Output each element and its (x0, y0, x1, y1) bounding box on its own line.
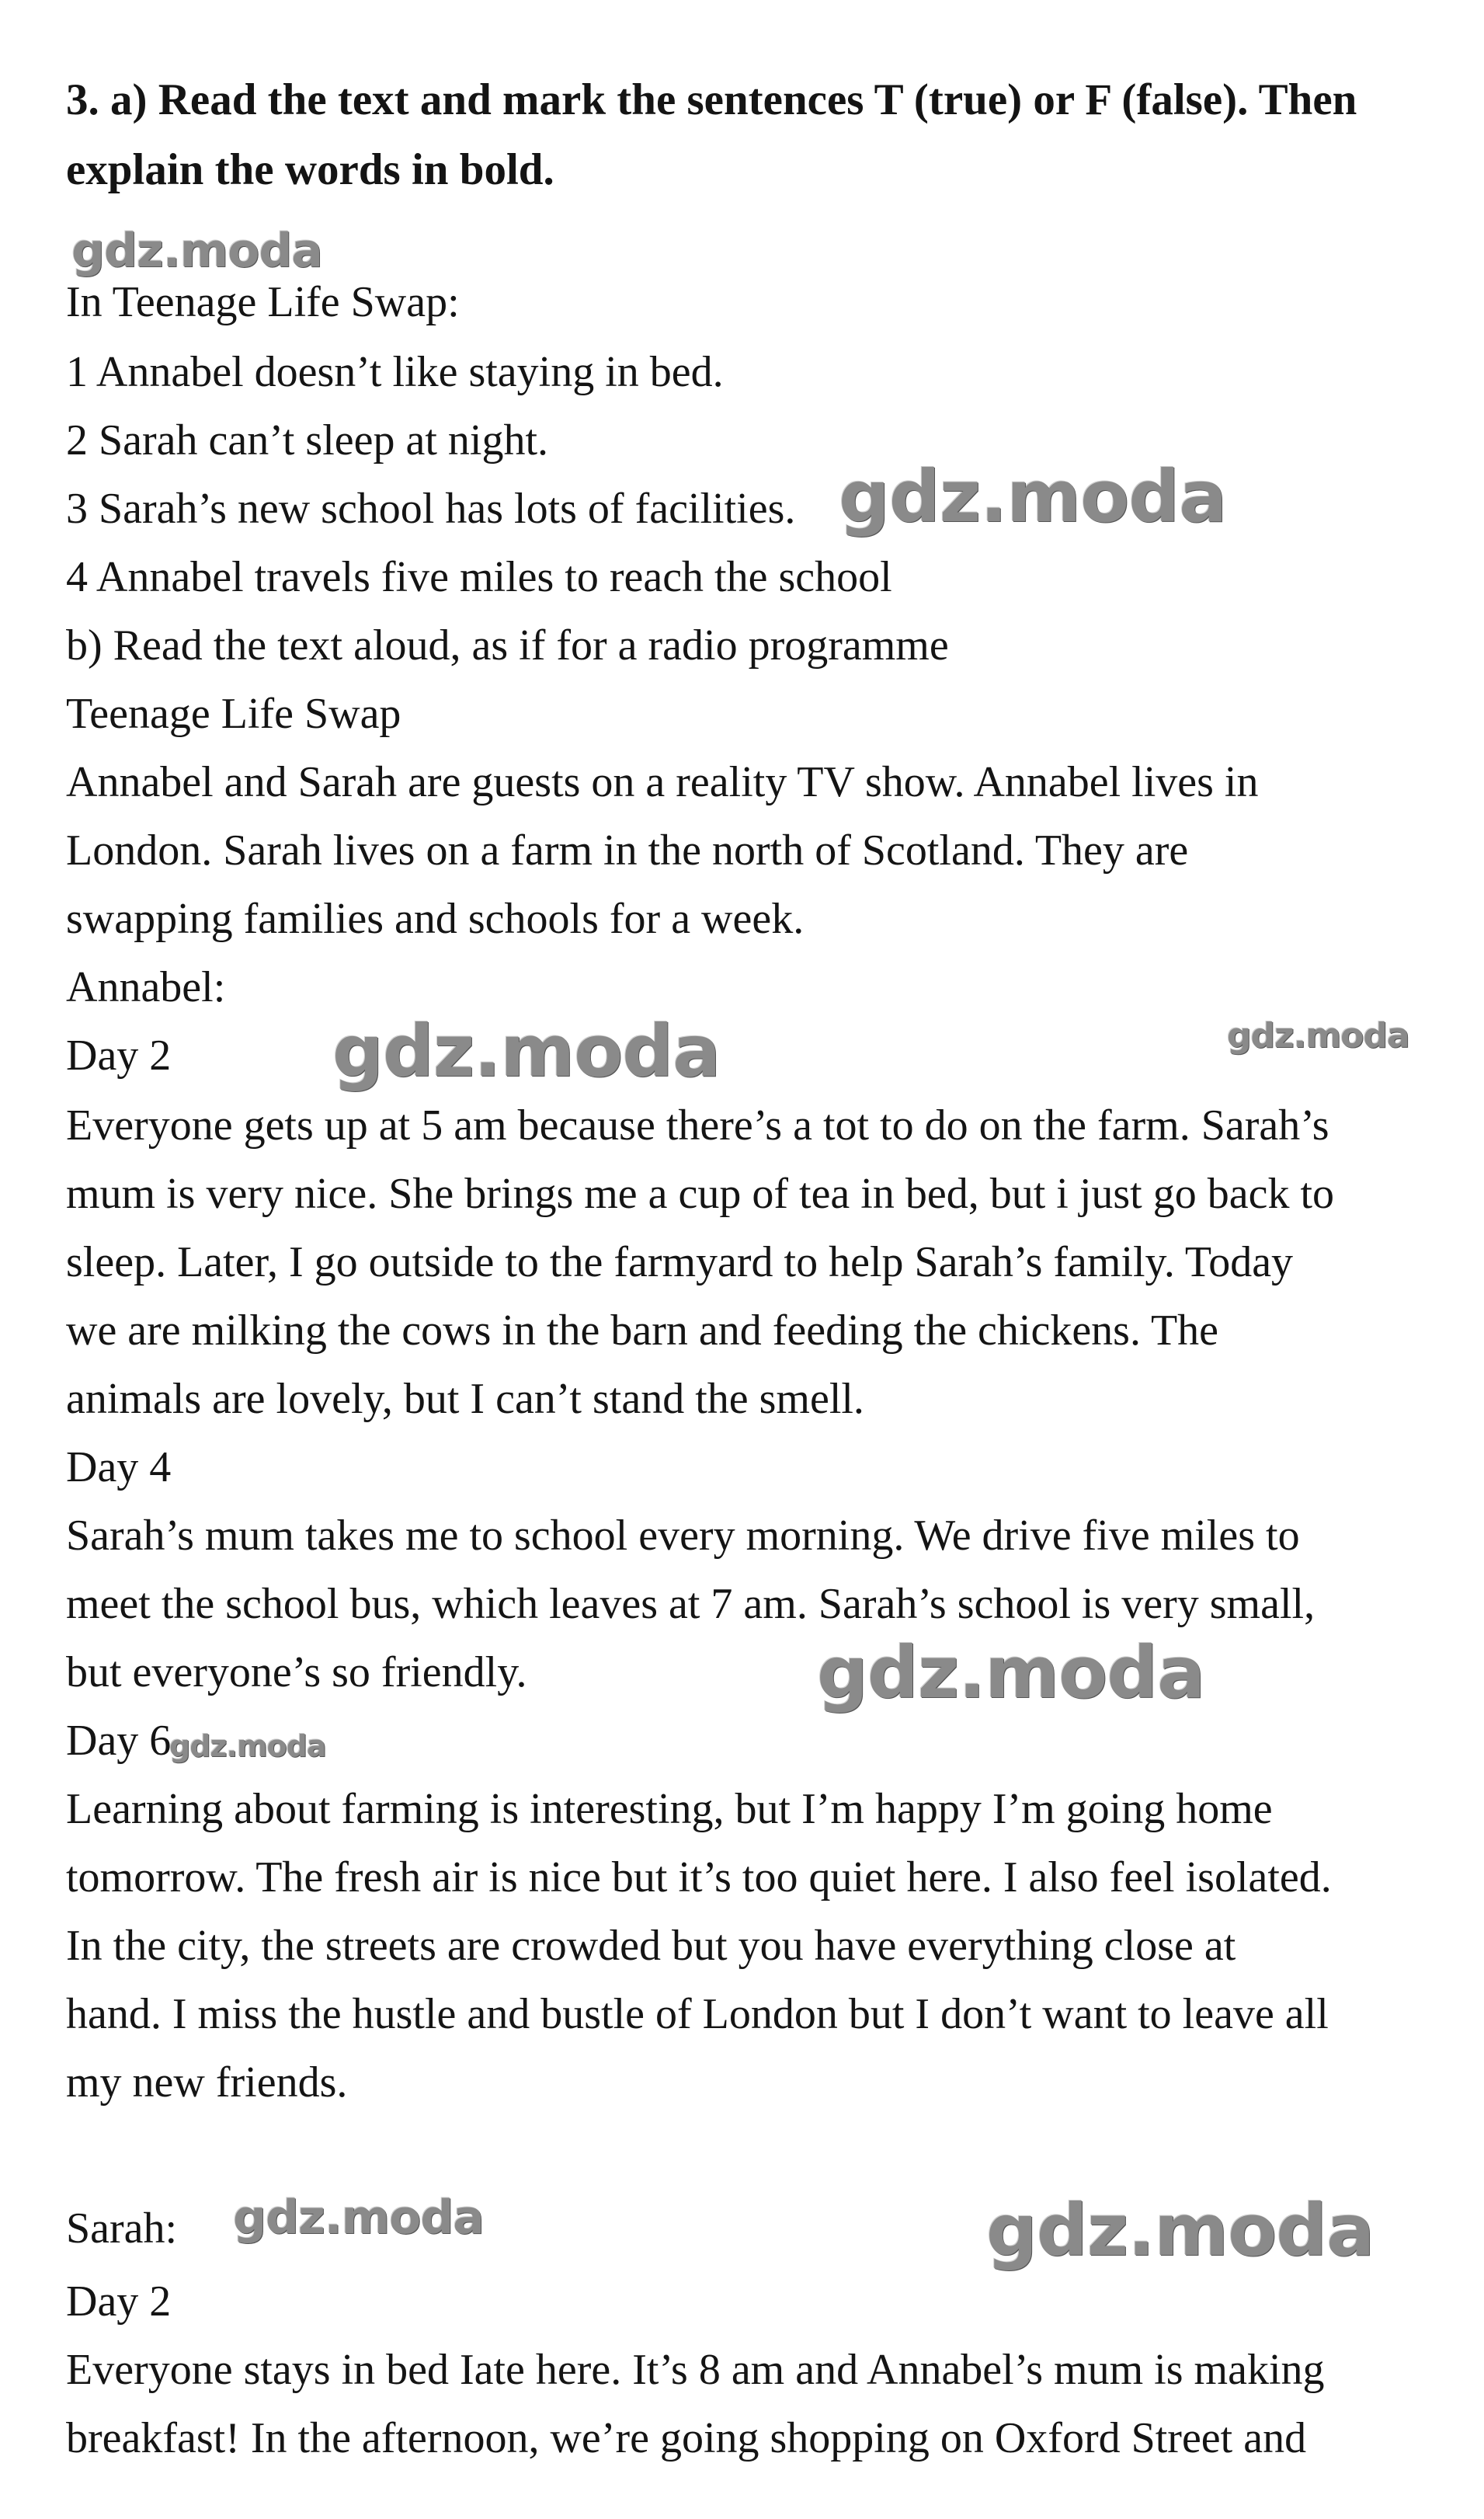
watermark-logo: gdz.moda (71, 224, 322, 278)
annabel-day2-line-3: sleep. Later, I go outside to the farmyard to help Sarah’s family. Today (66, 1238, 1294, 1286)
statement-2: 2 Sarah can’t sleep at night. (66, 416, 549, 464)
paragraph1-line-2: London. Sarah lives on a farm in the north of Scotland. They are (66, 826, 1189, 875)
annabel-day6-line-5: my new friends. (66, 2058, 348, 2107)
paragraph1-line-1: Annabel and Sarah are guests on a reality TV show. Annabel lives in (66, 758, 1259, 806)
annabel-day6-line-2: tomorrow. The fresh air is nice but it’s too quiet here. I also feel isolated. (66, 1853, 1332, 1901)
annabel-day6-line-4: hand. I miss the hustle and bustle of London but I don’t want to leave all (66, 1990, 1329, 2038)
watermark-logo: gdz.moda (986, 2189, 1375, 2272)
annabel-day4-line-3: but everyone’s so friendly. (66, 1648, 527, 1696)
text-title: Teenage Life Swap (66, 690, 401, 738)
watermark-logo: gdz.moda (233, 2190, 484, 2245)
sarah-label: Sarah: (66, 2204, 178, 2253)
annabel-label: Annabel: (66, 963, 226, 1011)
task-heading-line-1: 3. a) Read the text and mark the sentences T (true) or F (false). Then (66, 75, 1357, 124)
annabel-day4-line-2: meet the school bus, which leaves at 7 am. Sarah’s school is very small, (66, 1580, 1315, 1628)
sarah-day2-label: Day 2 (66, 2277, 172, 2326)
intro-line: In Teenage Life Swap: (66, 278, 460, 326)
annabel-day4-label: Day 4 (66, 1443, 172, 1491)
paragraph1-line-3: swapping families and schools for a week. (66, 895, 805, 943)
annabel-day2-line-4: we are milking the cows in the barn and feeding the chickens. The (66, 1306, 1219, 1355)
annabel-day4-line-1: Sarah’s mum takes me to school every morning. We drive five miles to (66, 1512, 1300, 1560)
annabel-day2-line-2: mum is very nice. She brings me a cup of tea in bed, but i just go back to (66, 1170, 1334, 1218)
annabel-day6-label: Day 6 (66, 1717, 172, 1765)
statement-4: 4 Annabel travels five miles to reach the school (66, 553, 892, 601)
statement-1: 1 Annabel doesn’t like staying in bed. (66, 348, 724, 396)
task-heading-line-2: explain the words in bold. (66, 145, 554, 194)
annabel-day2-line-5: animals are lovely, but I can’t stand the smell. (66, 1375, 864, 1423)
task-b: b) Read the text aloud, as if for a radio programme (66, 621, 949, 670)
statement-3: 3 Sarah’s new school has lots of facilities. (66, 485, 796, 533)
annabel-day2-label: Day 2 (66, 1032, 172, 1080)
annabel-day2-line-1: Everyone gets up at 5 am because there’s a tot to do on the farm. Sarah’s (66, 1101, 1329, 1150)
sarah-day2-line-1: Everyone stays in bed Iate here. It’s 8 am and Annabel’s mum is making (66, 2346, 1325, 2394)
watermark-logo: gdz.moda (839, 455, 1227, 538)
sarah-day2-line-2: breakfast! In the afternoon, we’re going shopping on Oxford Street and (66, 2414, 1307, 2462)
annabel-day6-line-3: In the city, the streets are crowded but you have everything close at (66, 1922, 1236, 1970)
watermark-logo: gdz.moda (169, 1729, 326, 1763)
watermark-logo: gdz.moda (817, 1631, 1205, 1714)
watermark-logo: gdz.moda (332, 1010, 721, 1093)
watermark-logo: gdz.moda (1227, 1016, 1409, 1056)
annabel-day6-line-1: Learning about farming is interesting, but I’m happy I’m going home (66, 1785, 1273, 1833)
